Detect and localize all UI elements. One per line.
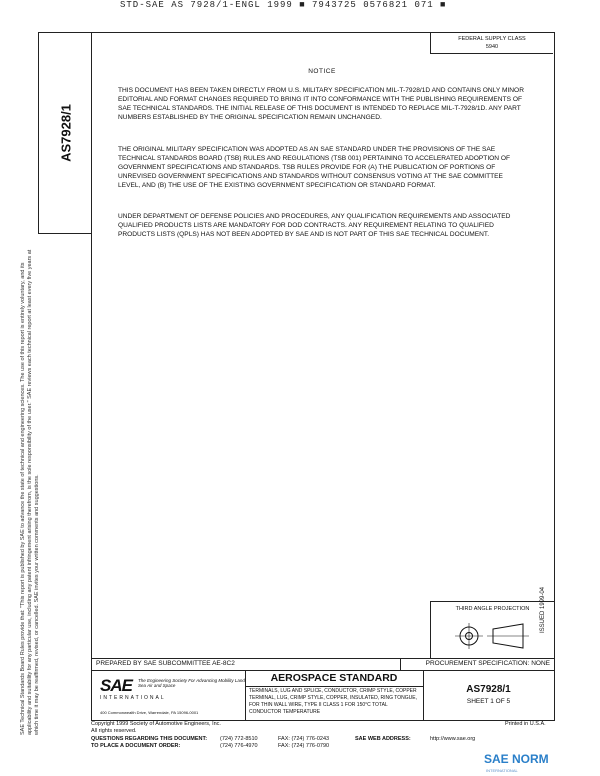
paragraph-1: THIS DOCUMENT HAS BEEN TAKEN DIRECTLY FROM U.S. MILITARY SPECIFICATION MIL-T-7928/1D AND CONTAINS ONLY MINOR EDITORIAL AND FORMAT CHANGES REQUIRED TO BRING IT INTO CONFORMANCE WITH THE PUBLISHING REQUIREMENTS OF SAE TECHNICAL STANDARDS. THE INITIAL RELEASE OF THIS DOCUMENT IS INTENDED TO REPLACE MIL-T-7928/1D. ANY PART NUMBERS ESTABLISHED BY THE ORIGINAL SPECIFICATION REMAIN UNCHANGED. xyxy=(118,87,524,121)
sae-tagline: The Engineering Society For Advancing Mobility Land Sea Air and Space xyxy=(138,678,245,688)
aerospace-standard-title: AEROSPACE STANDARD xyxy=(245,672,423,687)
title-block xyxy=(91,670,555,721)
rights: All rights reserved. xyxy=(91,728,137,734)
sae-logo: SAE xyxy=(100,676,132,695)
issued-text: ISSUED 1999-04 xyxy=(540,586,546,634)
sae-logo-cell xyxy=(92,670,246,720)
sae-norm-watermark: SAE NORM xyxy=(484,752,549,766)
standard-number: AS7928/1 xyxy=(466,684,511,695)
side-note-text: SAE Technical Standards Board Rules provide that: "This report is published by SAE to advance the state of technical and engineering sciences. The use of this report is entirely voluntary, and its applicability and suitability for any particular use, including any patent infringement arising therefrom, is the sole responsibility of the user." SAE reviews each technical report at least every five years at which time it may be reaffirmed, revised, or cancelled. SAE invites your written comments and suggestions. xyxy=(20,249,40,735)
sae-norm-sub: INTERNATIONAL xyxy=(486,768,518,773)
printed-in: Printed in U.S.A. xyxy=(505,721,546,727)
paragraph-3: UNDER DEPARTMENT OF DEFENSE POLICIES AND PROCEDURES, ANY QUALIFICATION REQUIREMENTS AND ASSOCIATED QUALIFIED PRODUCTS LISTS ARE MANDATORY FOR DOD CONTRACTS. ANY REQUIREMENT RELATING TO QUALIFIED PRODUCTS LISTS (QPLS) HAS NOT BEEN ADOPTED BY SAE AND IS NOT PART OF THIS SAE TECHNICAL DOCUMENT. xyxy=(118,213,511,238)
procurement-spec: PROCUREMENT SPECIFICATION: NONE xyxy=(425,660,550,667)
third-angle-label: THIRD ANGLE PROJECTION xyxy=(455,606,530,612)
side-note xyxy=(20,235,90,735)
copyright: Copyright 1999 Society of Automotive Engineers, Inc. xyxy=(91,721,221,727)
questions-phone: (724) 772-8510 xyxy=(220,736,258,742)
web-label: SAE WEB ADDRESS: xyxy=(355,736,411,742)
notice-title: NOTICE xyxy=(308,68,336,75)
doc-id-text: AS7928/1 xyxy=(58,104,74,162)
fsc-label: FEDERAL SUPPLY CLASS xyxy=(458,36,526,42)
order-label: TO PLACE A DOCUMENT ORDER: xyxy=(91,743,181,749)
questions-label: QUESTIONS REGARDING THIS DOCUMENT: xyxy=(91,736,208,742)
fsc-box xyxy=(430,32,553,54)
order-fax: FAX: (724) 776-0790 xyxy=(278,743,330,749)
doc-id-vertical xyxy=(43,98,89,168)
number-cell xyxy=(423,670,554,720)
web-address[interactable]: http://www.sae.org xyxy=(430,736,476,742)
sae-address: 400 Commonwealth Drive, Warrendale, PA 15096-0001 xyxy=(100,710,199,715)
standard-description: TERMINALS, LUG AND SPLICE, CONDUCTOR, CRIMP STYLE, COPPER TERMINAL, LUG, CRIMP STYLE, COPPER, INSULATED, RING TONGUE, FOR THIN WALL WIRE, TYPE II CLASS 1 FOR 150°C TOTAL CONDUCTOR TEMPERATURE xyxy=(249,688,417,715)
issued-date xyxy=(535,575,551,645)
document-frame xyxy=(91,32,555,659)
order-phone: (724) 776-4970 xyxy=(220,743,258,749)
paragraph-2: THE ORIGINAL MILITARY SPECIFICATION WAS ADOPTED AS AN SAE STANDARD UNDER THE PROVISIONS OF THE SAE TECHNICAL STANDARDS BOARD (TSB) RULES AND REGULATIONS (TSB 001) PERTAINING TO ACCELERATED ADOPTION OF GOVERNMENT SPECIFICATIONS AND STANDARDS. TSB RULES PROVIDE FOR (A) THE PUBLICATION OF PORTIONS OF UNREVISED GOVERNMENT SPECIFICATIONS AND STANDARDS WITHOUT CONSENSUS VOTING AT THE SAE COMMITTEE LEVEL, AND (B) THE USE OF THE EXISTING GOVERNMENT SPECIFICATION OR STANDARD FORMAT. xyxy=(118,146,511,189)
prepared-by: PREPARED BY SAE SUBCOMMITTEE AE-8C2 xyxy=(96,660,235,667)
questions-fax: FAX: (724) 776-0243 xyxy=(278,736,330,742)
standard-cell xyxy=(245,670,424,720)
header-code: STD-SAE AS 7928/1-ENGL 1999 ■ 7943725 0576821 071 ■ xyxy=(120,0,447,8)
fsc-value: 5940 xyxy=(485,44,499,50)
sae-international: INTERNATIONAL xyxy=(100,695,166,701)
row-divider xyxy=(400,658,401,670)
sheet-number: SHEET 1 OF 5 xyxy=(466,698,511,705)
